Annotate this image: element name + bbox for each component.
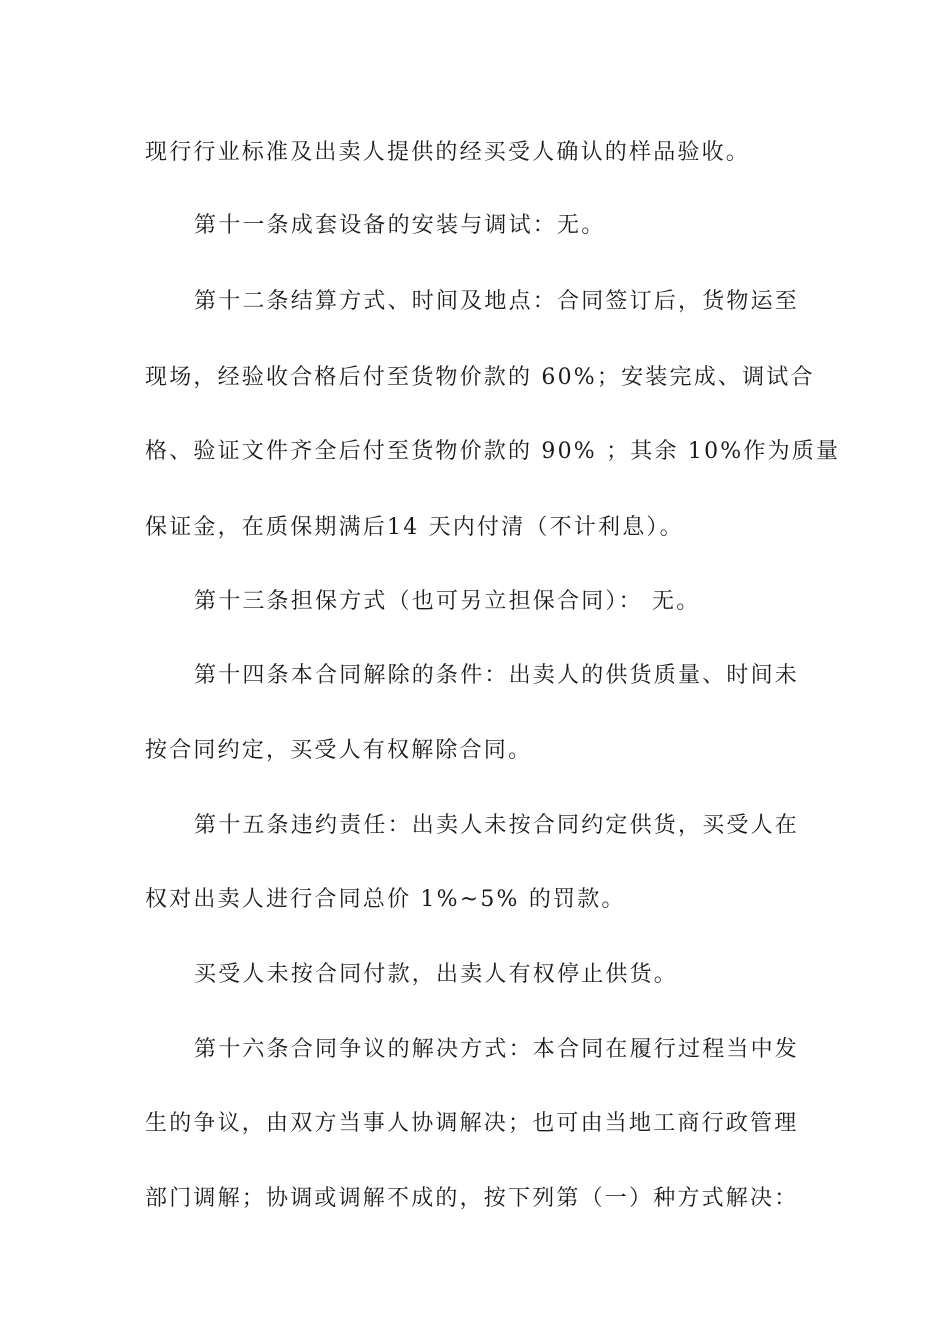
text-line: 第十四条本合同解除的条件：出卖人的供货质量、时间未	[194, 663, 800, 688]
text-line: 第十六条合同争议的解决方式：本合同在履行过程当中发	[194, 1037, 800, 1062]
text-line: 权对出卖人进行合同总价 1%~5% 的罚款。	[145, 887, 626, 912]
text-line: 生的争议，由双方当事人协调解决；也可由当地工商行政管理	[145, 1111, 799, 1136]
text-line: 部门调解；协调或调解不成的，按下列第（一）种方式解决：	[145, 1186, 799, 1211]
text-line: 第十二条结算方式、时间及地点：合同签订后，货物运至	[194, 289, 800, 314]
text-line: 格、验证文件齐全后付至货物价款的 90% ；其余 10%作为质量	[145, 439, 841, 464]
text-line: 买受人未按合同付款，出卖人有权停止供货。	[194, 962, 679, 987]
text-line: 现行行业标准及出卖人提供的经买受人确认的样品验收。	[145, 140, 751, 165]
text-line: 第十五条违约责任：出卖人未按合同约定供货，买受人在	[194, 813, 800, 838]
text-line: 保证金，在质保期满后14 天内付清（不计利息）。	[145, 515, 684, 540]
text-line: 现场，经验收合格后付至货物价款的 60%；安装完成、调试合	[145, 365, 815, 390]
text-line: 按合同约定，买受人有权解除合同。	[145, 738, 533, 763]
text-line: 第十一条成套设备的安装与调试：无。	[194, 213, 606, 238]
text-line: 第十三条担保方式（也可另立担保合同）： 无。	[194, 589, 701, 614]
